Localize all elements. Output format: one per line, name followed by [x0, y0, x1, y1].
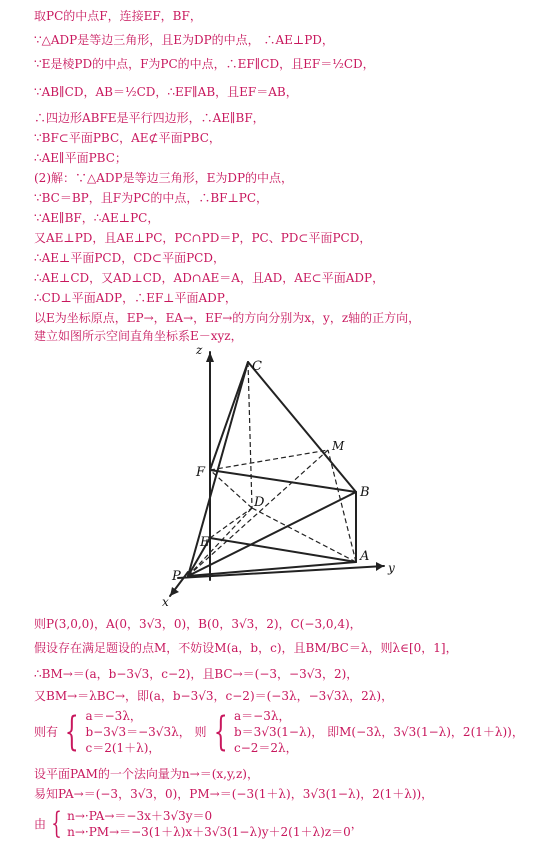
equation-row: a＝−3λ，: [234, 709, 291, 723]
equation-row: c＝2(1＋λ)，: [85, 741, 161, 755]
coordinate-figure: [148, 340, 416, 608]
text-line: ∵BF⊂平面PBC，AE⊄平面PBC，: [34, 131, 221, 145]
equation-row: c−2＝2λ，: [234, 741, 298, 755]
text-line: ∵BC＝BP，且F为PC的中点，∴BF⊥PC，: [34, 191, 269, 205]
label-A: A: [360, 549, 370, 564]
system-suffix: 即M(−3λ，3√3(1−λ)，2(1＋λ))，: [327, 725, 524, 739]
label-x: x: [162, 595, 169, 608]
y-arrowhead: [376, 562, 384, 571]
system-column: [67, 808, 351, 840]
system-suffix: ，: [350, 817, 363, 831]
text-line: ∴AE⊥CD，又AD⊥CD，AD∩AE＝A，且AD，AE⊂平面ADP，: [34, 271, 385, 285]
equation-row: n→·PM→＝−3(1＋λ)x＋3√3(1−λ)y＋2(1＋λ)z＝0: [67, 825, 351, 839]
label-E: E: [200, 535, 210, 550]
text-line: ∴四边形ABFE是平行四边形，∴AE∥BF，: [34, 111, 265, 125]
text-line: ∴CD⊥平面ADP，∴EF⊥平面ADP，: [34, 291, 237, 305]
text-line: 又AE⊥PD，且AE⊥PC，PC∩PD＝P，PC、PD⊂平面PCD，: [34, 231, 372, 245]
label-F: F: [196, 465, 206, 480]
edge-CB: [248, 362, 356, 492]
edge-FM: [210, 450, 328, 470]
equation-row: n→·PA→＝−3x＋3√3y＝0: [67, 809, 213, 823]
text-line: ∵AE∥BF，∴AE⊥PC，: [34, 211, 160, 225]
text-line: ∴AE∥平面PBC；: [34, 151, 127, 165]
equation-row: a＝−3λ，: [85, 709, 142, 723]
system-connector: 则: [194, 725, 207, 739]
left-brace: {: [51, 806, 62, 841]
text-line: ∵△ADP是等边三角形，且E为DP的中点， ∴AE⊥PD，: [34, 33, 334, 47]
equation-row: b＝3√3(1−λ)，: [234, 725, 324, 739]
text-line: 又BM→＝λBC→，即(a，b−3√3，c−2)＝(−3λ，−3√3λ，2λ)，: [34, 689, 394, 703]
edge-AM: [328, 450, 356, 562]
label-y: y: [388, 561, 395, 575]
text-line: 易知PA→＝(−3，3√3，0)，PM→＝(−3(1＋λ)，3√3(1−λ)，2(1＋λ))，: [34, 787, 434, 801]
label-B: B: [360, 485, 370, 500]
text-line: 则P(3,0,0)，A(0，3√3，0)，B(0，3√3，2)，C(−3,0,4)，: [34, 617, 362, 631]
system-prefix: 由: [34, 817, 47, 831]
edge-CD: [248, 362, 252, 508]
equation-system-2: [34, 808, 363, 840]
text-line: ∵E是棱PD的中点，F为PC的中点，∴EF∥CD，且EF＝½CD，: [34, 57, 375, 71]
left-brace: {: [213, 709, 228, 755]
label-M: M: [332, 439, 345, 453]
z-arrowhead: [206, 352, 214, 362]
text-line: 设平面PAM的一个法向量为n→＝(x,y,z)，: [34, 767, 259, 781]
label-D: D: [254, 495, 265, 510]
left-brace: {: [64, 709, 79, 755]
system-prefix: 则有: [34, 725, 59, 739]
text-line: 取PC的中点F，连接EF，BF，: [34, 9, 202, 23]
text-line: ∴AE⊥平面PCD，CD⊂平面PCD，: [34, 251, 225, 265]
equation-system-1: [34, 708, 524, 756]
label-C: C: [252, 359, 262, 374]
text-line: (2)解：∵△ADP是等边三角形，E为DP的中点，: [34, 171, 294, 185]
equation-row: b−3√3＝−3√3λ，: [85, 725, 191, 739]
text-line: ∴BM→＝(a，b−3√3，c−2)，且BC→＝(−3，−3√3，2)，: [34, 667, 359, 681]
text-line: ∵AB∥CD，AB＝½CD，∴EF∥AB，且EF＝AB，: [34, 85, 298, 99]
system-left-column: [85, 708, 190, 756]
text-line: 以E为坐标原点，EP→，EA→，EF→的方向分别为x，y，z轴的正方向，: [34, 311, 421, 325]
label-P: P: [172, 569, 181, 584]
system-right-column: [234, 708, 323, 756]
label-z: z: [196, 343, 203, 357]
text-line: 建立如图所示空间直角坐标系E－xyz，: [34, 329, 243, 343]
edge-FC: [210, 362, 248, 470]
edge-ED: [210, 508, 252, 538]
text-line: 假设存在满足题设的点M，不妨设M(a，b，c)，且BM/BC＝λ，则λ∈[0，1]，: [34, 641, 458, 655]
